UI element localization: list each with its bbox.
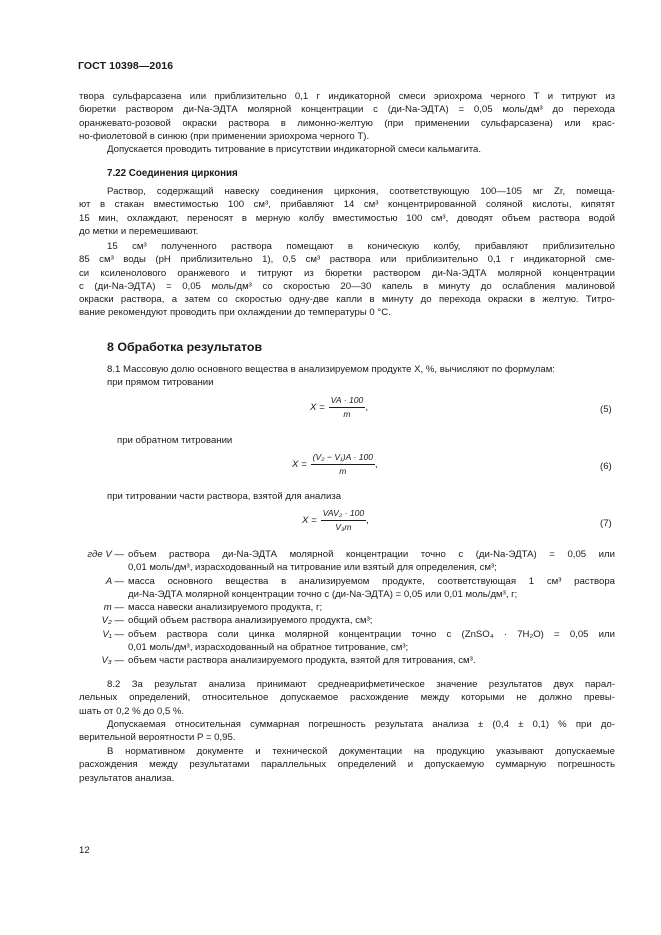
formula-numerator: VA · 100: [329, 395, 366, 408]
text-line: общий объем раствора анализируемого продукта, см³;: [128, 615, 373, 627]
formula-denominator: m: [343, 409, 351, 419]
intro-note: Допускается проводить титрование в присутствии индикаторной смеси кальмагита.: [107, 144, 482, 156]
formula-denominator: m: [339, 466, 347, 476]
text-line: ют в стакан вместимостью 100 см³, прибавляют 14 см³ концентрированной соляной кислоты, кипятят: [79, 199, 615, 211]
text-line: расхождения между результатами параллельных определений и допускаемую суммарную погрешность: [79, 759, 615, 771]
part-titration-label: при титровании части раствора, взятой для анализа: [107, 491, 342, 502]
definition-row: [79, 614, 615, 627]
text-line: объем раствора соли цинка молярной концентрации точно c (ZnSO₄ · 7H₂O) = 0,05 или: [128, 628, 615, 640]
definition-label: где V —: [87, 549, 124, 560]
definition-label: V₂ —: [101, 615, 124, 627]
formula-numerator: (V₂ − V₁)A · 100: [311, 452, 375, 465]
formula-number: (7): [600, 518, 612, 529]
formula-5: X = $\frac{VA \cdot 100}{m}$ ,: [310, 395, 368, 419]
formula-lhs: X =: [302, 515, 317, 526]
formula-fraction: [329, 395, 366, 420]
text-line: оранжевато-розовой окраски раствора в лимонно-желтую (при применении сульфарсазена) или крас-: [79, 117, 615, 129]
section-7-22-title: 7.22 Соединения циркония: [107, 168, 238, 179]
definition-row: [79, 575, 615, 602]
text-line: 0,01 моль/дм³, израсходованный на титрование или взятый для определения, см³;: [128, 562, 497, 574]
formula-lhs: X =: [292, 459, 307, 470]
document-header: ГОСТ 10398—2016: [78, 60, 174, 72]
text-line: верительной вероятности P = 0,95.: [79, 732, 236, 744]
text-line: 8.1 Массовую долю основного вещества в анализируемом продукте X, %, вычисляют по формулам:: [107, 364, 555, 375]
section-8-2: [79, 678, 615, 718]
text-line: Раствор, содержащий навеску соединения циркония, соответствующую 100—105 мг Zr, помеща-: [107, 186, 615, 197]
formula-numerator: VAV₂ · 100: [321, 508, 367, 521]
text-line: 0,01 моль/дм³, израсходованный на обратное титрование, см³;: [128, 642, 409, 654]
text-line: Допускаемая относительная суммарная погрешность результата анализа ± (0,4 ± 0,1) % при до-: [107, 719, 615, 730]
text-line: окраски раствора, а затем со скоростью одну-две капли в минуту до перехода окраски в желтую. Титро-: [79, 294, 615, 306]
text-line: 15 мин, охлаждают, переносят в мерную колбу вместимостью 100 см³, доводят объем раствора водой: [79, 212, 615, 224]
section-7-22-para2: [79, 240, 615, 320]
definition-label: V₁ —: [102, 628, 124, 640]
page-number: 12: [79, 845, 90, 856]
text-line: до метки и перемешивают.: [79, 225, 199, 237]
formula-lhs: X =: [310, 402, 325, 413]
back-titration-label: при обратном титровании: [117, 435, 233, 446]
definition-row: [79, 601, 615, 614]
text-line: твора сульфарсазена или приблизительно 0,1 г индикаторной смеси эриохрома черного Т и титруют из: [79, 91, 615, 102]
formula-number: (5): [600, 404, 612, 415]
definition-row: [79, 548, 615, 575]
definition-label: V₃ —: [101, 655, 124, 667]
text-line: объем части раствора анализируемого продукта, взятой для титрования, см³.: [128, 655, 476, 667]
text-line: объем раствора ди-Na-ЭДТА молярной концентрации точно c (ди-Na-ЭДТА) = 0,05 или: [128, 549, 615, 560]
text-line: 8.2 За результат анализа принимают среднеарифметическое значение результатов двух парал-: [107, 679, 615, 690]
section-8-2-error: [79, 718, 615, 745]
direct-titration-label: при прямом титровании: [107, 377, 214, 389]
intro-paragraph: [79, 90, 615, 156]
text-line: c (ди-Na-ЭДТА) = 0,05 моль/дм³ со скоростью 20—30 капель в минуту до ослабления малиновой: [79, 280, 615, 292]
formula-denominator: V₃m: [335, 522, 352, 532]
text-line: 15 см³ полученного раствора помещают в коническую колбу, прибавляют приблизительно: [107, 241, 615, 252]
text-line: си ксиленолового оранжевого и титруют из бюретки раствором ди-Na-ЭДТА молярной концентрации: [79, 267, 615, 279]
text-line: лельных определений, относительное допускаемое расхождение между которыми не должно превы-: [79, 692, 615, 704]
section-8-2-note: [79, 745, 615, 785]
text-line: но-фиолетовой в синюю (при применении эриохрома черного Т).: [79, 130, 370, 142]
text-line: В нормативном документе и технической документации на продукцию указывают допускаемые: [107, 746, 615, 757]
formula-6: X = $\frac{\text{(V₂ − V₁)A · 100}}{m}$ ,: [292, 452, 378, 476]
variable-definitions: [79, 548, 615, 668]
formula-7: X = $\frac{\text{VAV₂ · 100}}{\text{V₃m}}$ ,: [302, 508, 369, 532]
definition-row: [79, 628, 615, 655]
text-line: результатов анализа.: [79, 772, 175, 784]
formula-fraction: [321, 508, 367, 533]
text-line: 85 см³ воды (рН приблизительно 1), 0,5 см³ раствора или приблизительно 0,1 г индикаторной сме-: [79, 254, 615, 266]
text-line: бюретки раствором ди-Na-ЭДТА молярной концентрации c (ди-Na-ЭДТА) = 0,05 моль/дм³ до перехода: [79, 104, 615, 116]
section-8-title: 8 Обработка результатов: [107, 340, 263, 354]
text-line: масса основного вещества в анализируемом продукте, соответствующая 1 см³ раствора: [128, 575, 615, 587]
text-line: шать от 0,2 % до 0,5 %.: [79, 705, 185, 717]
section-7-22-para1: [79, 185, 615, 238]
definition-label: A —: [105, 575, 124, 587]
text-line: вание рекомендуют проводить при охлаждении до температуры 0 °С.: [79, 307, 391, 319]
text-line: ди-Na-ЭДТА молярной концентрации точно c (ди-Na-ЭДТА) = 0,05 или 0,01 моль/дм³, г;: [128, 588, 518, 600]
formula-fraction: [311, 452, 375, 477]
text-line: масса навески анализируемого продукта, г;: [128, 602, 323, 614]
definition-row: [79, 654, 615, 667]
section-8-1: [79, 363, 615, 390]
definition-label: m —: [103, 602, 124, 614]
formula-number: (6): [600, 461, 612, 472]
